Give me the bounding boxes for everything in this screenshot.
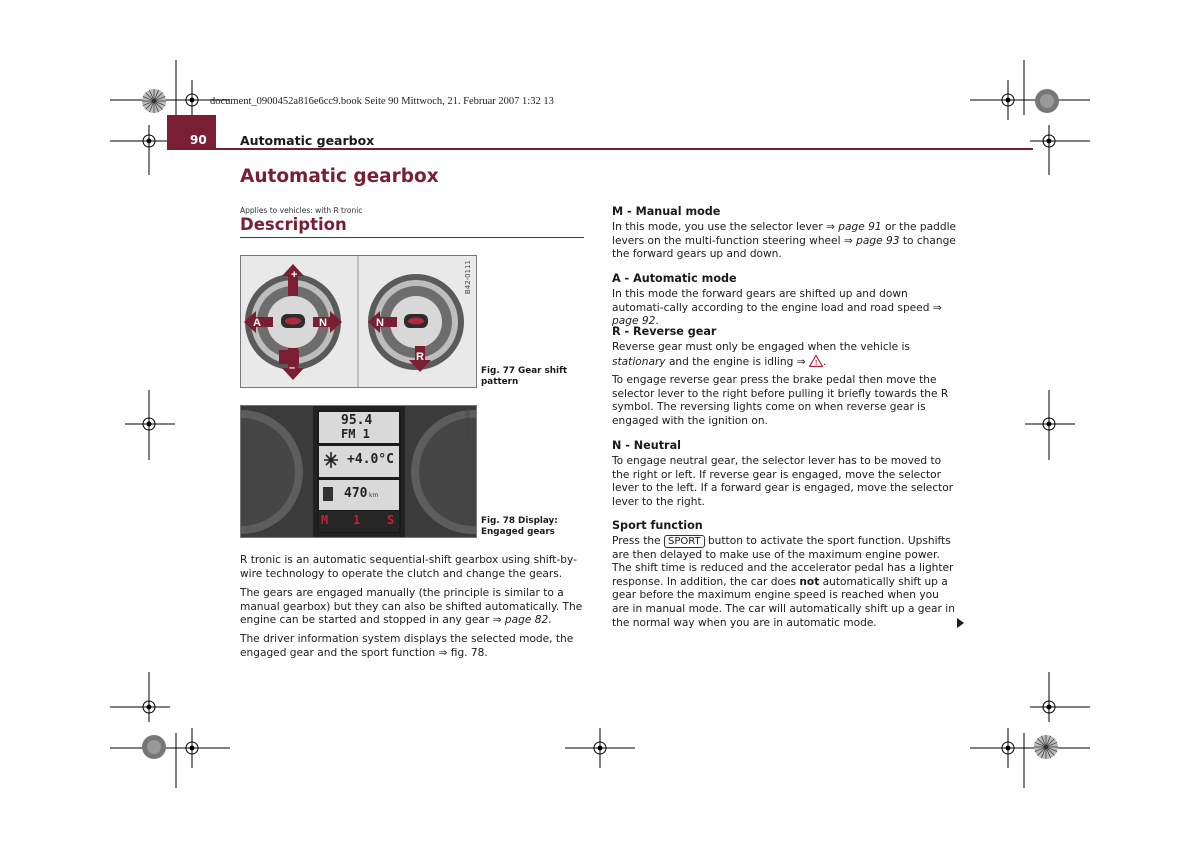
figure-78-caption-line1: Fig. 78 Display: bbox=[481, 516, 558, 526]
page-title: Automatic gearbox bbox=[240, 166, 439, 187]
paragraph-manual-end: . bbox=[548, 614, 552, 627]
paragraph-rtronic: R tronic is an automatic sequential-shift gearbox using shift-by-wire technology to operate the clutch and change the gears. bbox=[240, 554, 577, 580]
page-82-link[interactable]: page 82 bbox=[504, 614, 549, 627]
sport-text-bold: not bbox=[799, 575, 820, 588]
figure-77-code: B42-0111 bbox=[464, 260, 472, 295]
paragraph-automatic-mode bbox=[612, 288, 957, 329]
paragraph-sport-function bbox=[612, 535, 957, 630]
sport-text-a: Press the bbox=[612, 535, 665, 547]
svg-text:!: ! bbox=[814, 359, 818, 367]
reverse-text-b: and the engine is idling ⇒ bbox=[665, 355, 809, 368]
reverse-emph: stationary bbox=[612, 355, 666, 368]
figure-77-caption-line1: Fig. 77 Gear shift bbox=[481, 366, 568, 376]
display-frequency: 95.4 bbox=[341, 413, 373, 428]
print-info: document_0900452a816e6cc9.book Seite 90 Mittwoch, 21. Februar 2007 1:32 13 bbox=[210, 96, 554, 107]
display-mode: M bbox=[321, 513, 329, 527]
figure-78-display bbox=[240, 405, 477, 538]
heading-manual-mode: M - Manual mode bbox=[612, 205, 721, 218]
label-r: R bbox=[416, 351, 424, 363]
paragraph-manual-mode bbox=[612, 221, 957, 262]
heading-reverse-gear: R - Reverse gear bbox=[612, 325, 717, 338]
heading-neutral: N - Neutral bbox=[612, 439, 681, 452]
display-sport: S bbox=[387, 513, 395, 527]
paragraph-manual-principle bbox=[240, 587, 586, 628]
header-rule bbox=[167, 148, 1033, 150]
applies-to: Applies to vehicles: with R tronic bbox=[240, 206, 363, 215]
figure-78-caption bbox=[481, 516, 558, 538]
heading-automatic-mode: A - Automatic mode bbox=[612, 272, 737, 285]
paragraph-manual-text: The gears are engaged manually (the principle is similar to a manual gearbox) but they can also be shifted automatically. The engine can be started and stopped in any gear ⇒ bbox=[240, 587, 583, 627]
figure-77-caption-line2: pattern bbox=[481, 377, 519, 387]
section-rule bbox=[240, 237, 584, 238]
next-page-arrow-icon[interactable] bbox=[957, 618, 964, 628]
page-number: 90 bbox=[190, 133, 207, 147]
display-band: FM 1 bbox=[341, 427, 370, 441]
running-header: Automatic gearbox bbox=[240, 133, 375, 148]
figure-77-gear-shift-pattern bbox=[240, 255, 477, 388]
paragraph-neutral: To engage neutral gear, the selector lever has to be moved to the right or left. If reverse gear is engaged, move the selector lever to the left. If a forward gear is engaged, move the selector lever to the right. bbox=[612, 455, 954, 508]
figure-78-code: B42-0066 bbox=[464, 408, 472, 443]
manual-mode-text-b: or the paddle levers on the multi-function steering wheel ⇒ bbox=[612, 221, 957, 247]
gear-shift-illustration bbox=[241, 256, 476, 387]
paragraph-reverse-warning bbox=[612, 341, 957, 369]
manual-mode-text-c: to change the forward gears up and down. bbox=[612, 234, 956, 261]
manual-mode-text-a: In this mode, you use the selector lever ⇒ bbox=[612, 221, 839, 233]
label-plus: + bbox=[291, 269, 298, 281]
sport-text-c: automatically shift up a gear before the maximum engine speed is reached when you are in manual mode. The car will automatically shift up a gear in the normal way when you are in automatic mode. bbox=[612, 575, 955, 629]
page-92-link[interactable]: page 92 bbox=[612, 315, 656, 328]
automatic-mode-text-b: . bbox=[655, 315, 659, 328]
display-temperature: +4.0°C bbox=[347, 452, 394, 467]
label-n-right: N bbox=[376, 317, 384, 329]
section-heading: Description bbox=[240, 215, 347, 234]
display-range-unit: km bbox=[369, 492, 379, 499]
automatic-mode-text-a: In this mode the forward gears are shifted up and down automati-cally according to the engine load and road speed ⇒ bbox=[612, 288, 942, 314]
label-a: A bbox=[253, 317, 261, 329]
sport-button-label: SPORT bbox=[664, 535, 705, 548]
page-91-link[interactable]: page 91 bbox=[838, 221, 882, 233]
sport-text-b: button to activate the sport function. Upshifts are then delayed to make use of the maximum engine power. The shift time is reduced and the accelerator pedal has a lighter response. In addition, the car does bbox=[612, 535, 954, 588]
label-minus: – bbox=[289, 362, 296, 374]
heading-sport-function: Sport function bbox=[612, 519, 703, 532]
figure-78-caption-line2: Engaged gears bbox=[481, 527, 555, 537]
display-range: 470 bbox=[344, 486, 368, 501]
warning-icon[interactable] bbox=[809, 355, 823, 367]
label-n-left: N bbox=[319, 317, 327, 329]
paragraph-driver-info: The driver information system displays the selected mode, the engaged gear and the sport function ⇒ fig. 78. bbox=[240, 633, 574, 659]
figure-77-caption bbox=[481, 366, 567, 388]
page-93-link[interactable]: page 93 bbox=[856, 234, 900, 247]
reverse-text-a: Reverse gear must only be engaged when the vehicle is bbox=[612, 341, 910, 353]
paragraph-reverse-engage: To engage reverse gear press the brake pedal then move the selector lever to the right before pulling it briefly towards the R symbol. The reversing lights come on when reverse gear is engaged with the ignition on. bbox=[612, 374, 949, 427]
display-gear: 1 bbox=[353, 513, 361, 527]
reverse-text-c: . bbox=[822, 355, 827, 368]
